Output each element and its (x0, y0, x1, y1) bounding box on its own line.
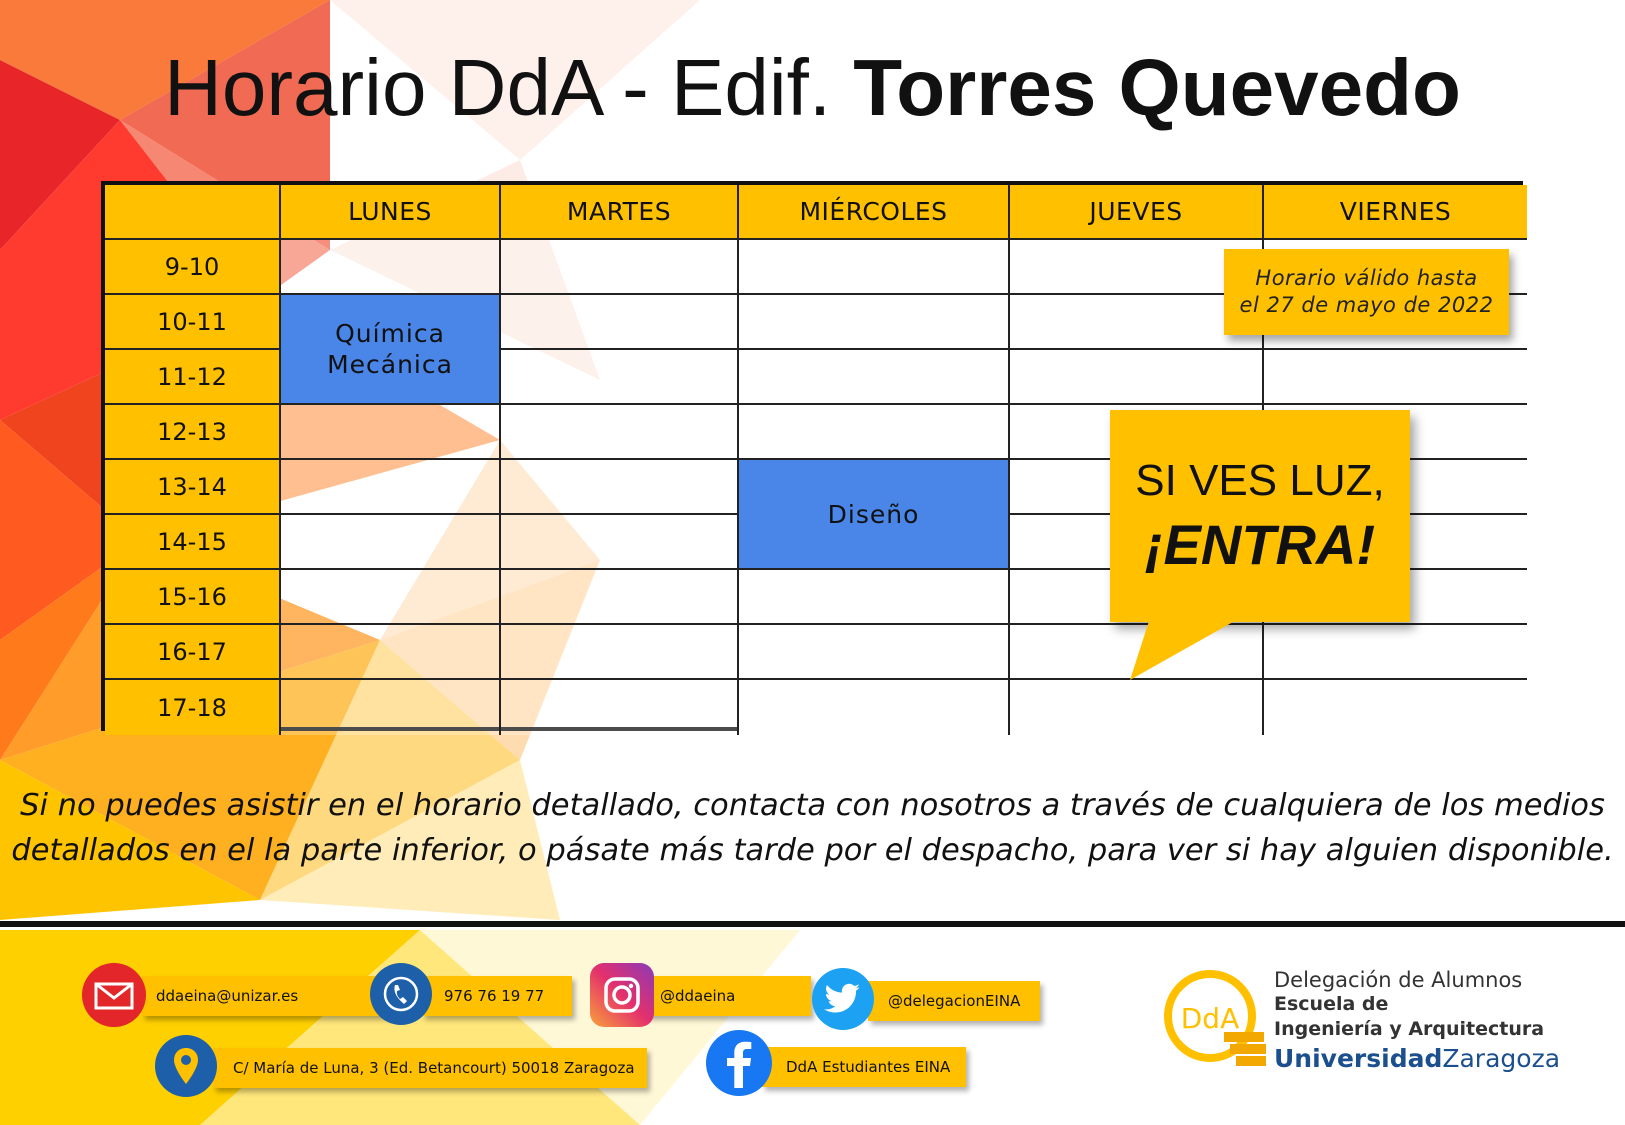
empty-cell (501, 570, 739, 625)
empty-cell (1264, 625, 1527, 680)
day-header: VIERNES (1264, 185, 1527, 240)
address-label[interactable]: C/ María de Luna, 3 (Ed. Betancourt) 50018 Zaragoza (213, 1048, 647, 1088)
session-cell (739, 460, 1010, 570)
empty-cell (739, 625, 1010, 680)
speech-bubble (1110, 410, 1410, 622)
day-header: MARTES (501, 185, 739, 240)
empty-cell (281, 680, 501, 735)
empty-cell (739, 570, 1010, 625)
twitter-label[interactable]: @delegacionEINA (868, 981, 1040, 1021)
dda-logo (1162, 968, 1272, 1078)
email-label[interactable]: ddaeina@unizar.es (142, 976, 399, 1016)
empty-cell (501, 240, 739, 295)
facebook-icon (706, 1030, 772, 1096)
empty-cell (281, 240, 501, 295)
session-label: Diseño (827, 499, 920, 529)
empty-cell (281, 460, 501, 515)
empty-cell (739, 350, 1010, 405)
empty-cell (281, 515, 501, 570)
phone-icon (370, 963, 432, 1025)
day-header: JUEVES (1010, 185, 1264, 240)
empty-cell (739, 680, 1010, 735)
time-slot: 11-12 (105, 350, 281, 405)
time-slot: 16-17 (105, 625, 281, 680)
session-label: Mecánica (327, 350, 453, 379)
phone-label[interactable]: 976 76 19 77 (422, 976, 572, 1016)
location-pin-icon (155, 1035, 217, 1097)
corner-cell (105, 185, 281, 240)
empty-cell (281, 570, 501, 625)
page-title: Horario DdA - Edif. Torres Quevedo (164, 43, 1461, 132)
instagram-label[interactable]: @ddaeina (646, 976, 811, 1016)
time-slot: 10-11 (105, 295, 281, 350)
empty-cell (1010, 680, 1264, 735)
envelope-icon (82, 963, 146, 1027)
bubble-line2: ¡ENTRA! (1144, 512, 1376, 576)
empty-cell (1264, 680, 1527, 735)
logo-text: Delegación de Alumnos Escuela de Ingeniería y Arquitectura UniversidadZaragoza (1274, 968, 1561, 1073)
time-slot: 13-14 (105, 460, 281, 515)
facebook-label[interactable]: DdA Estudiantes EINA (762, 1047, 966, 1087)
twitter-icon (812, 968, 874, 1030)
empty-cell (501, 460, 739, 515)
empty-cell (501, 350, 739, 405)
empty-cell (281, 405, 501, 460)
empty-cell (501, 680, 739, 735)
time-slot: 15-16 (105, 570, 281, 625)
validity-note: Horario válido hasta el 27 de mayo de 2022 (1224, 249, 1509, 335)
instagram-icon (590, 963, 654, 1027)
empty-cell (501, 405, 739, 460)
divider (0, 921, 1625, 927)
session-label: Química (335, 319, 445, 348)
empty-cell (739, 405, 1010, 460)
day-header: MIÉRCOLES (739, 185, 1010, 240)
empty-cell (739, 240, 1010, 295)
svg-text:DdA: DdA (1180, 1002, 1240, 1035)
day-header: LUNES (281, 185, 501, 240)
empty-cell (501, 295, 739, 350)
bubble-line1: SI VES LUZ, (1135, 455, 1385, 505)
time-slot: 14-15 (105, 515, 281, 570)
empty-cell (281, 625, 501, 680)
empty-cell (739, 295, 1010, 350)
time-slot: 12-13 (105, 405, 281, 460)
session-cell (281, 295, 501, 405)
notice-text: Si no puedes asistir en el horario detallado, contacta con nosotros a través de cualquiera de los medios detallados en el la parte inferior, o pásate más tarde por el despacho, para ver si hay alguien disponible. (11, 788, 1614, 868)
empty-cell (1264, 350, 1527, 405)
empty-cell (501, 625, 739, 680)
time-slot: 17-18 (105, 680, 281, 735)
empty-cell (501, 515, 739, 570)
time-slot: 9-10 (105, 240, 281, 295)
empty-cell (1010, 350, 1264, 405)
speech-bubble-tail (1130, 618, 1240, 680)
